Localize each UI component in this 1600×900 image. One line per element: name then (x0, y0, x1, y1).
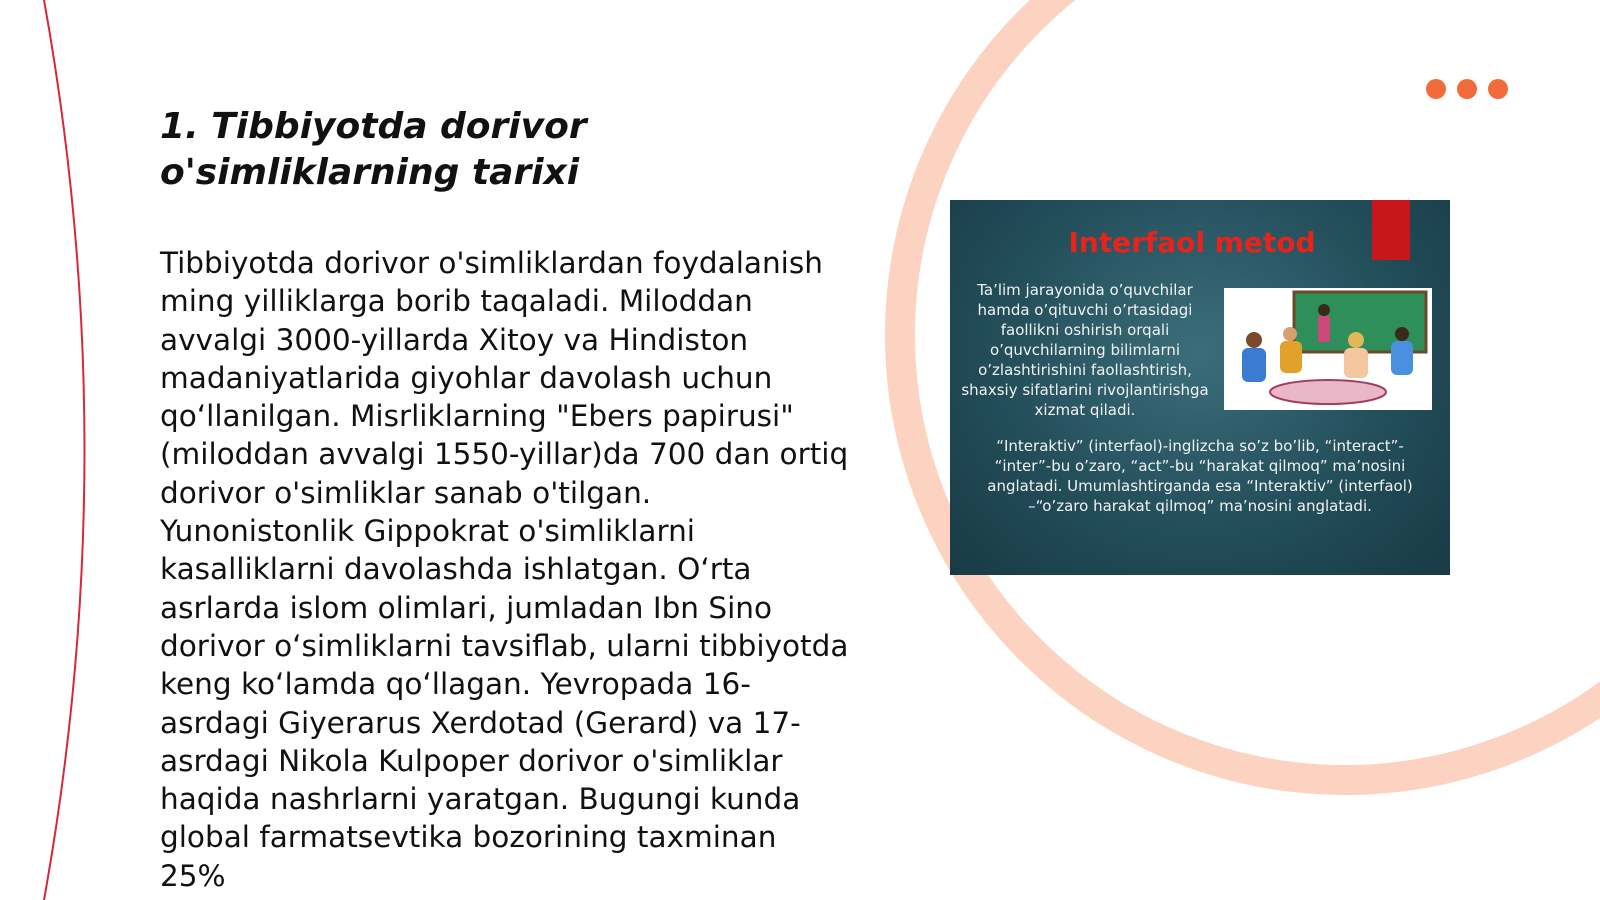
page-title: 1. Tibbiyotda dorivor o'simliklarning tarixi (160, 106, 587, 193)
body-paragraph: Tibbiyotda dorivor o'simliklardan foydalanish ming yilliklarga borib taqaladi. Miloddan avvalgi 3000-yillarda Xitoy va Hindiston madaniyatlarida giyohlar davolash uchun qo‘llanilgan. Misrliklarning "Ebers papirusi" (miloddan avvalgi 1550-yillar)da 700 dan ortiq dorivor o'simliklar sanab o'tilgan. Yunonistonlik Gippokrat o'simliklarni kasalliklarni davolashda ishlatgan. O‘rta asrlarda islom olimlari, jumladan Ibn Sino dorivor o‘simliklarni tavsiflab, ularni tibbiyotda keng ko‘lamda qo‘llagan. Yevropada 16-asrdagi Giyerarus Xerdotad (Gerard) va 17-asrdagi Nikola Kulpoper dorivor o'simliklar haqida nashrlarni yaratgan. Bugungi kunda global farmatsevtika bozorining taxminan 25% (160, 246, 849, 893)
slide-definition-text: Ta’lim jarayonida o’quvchilar hamda o’qituvchi o’rtasidagi faollikni oshirish orqali o’quvchilarning bilimlarni o’zlashtirishini faollashtirish, shaxsiy sifatlarini rivojlantirishga xizmat qiladi. (961, 281, 1209, 419)
dot (1426, 79, 1446, 99)
dot (1457, 79, 1477, 99)
dot (1488, 79, 1508, 99)
more-dots-icon (1426, 79, 1508, 99)
left-accent-curve (44, 0, 85, 900)
slide-title: Interfaol metod (1068, 226, 1316, 259)
slide-etymology-text: “Interaktiv” (interfaol)-inglizcha so’z bo’lib, “interact”- “inter”-bu o’zaro, “act”-bu “harakat qilmoq” ma’nosini anglatadi. Umumlashtirganda esa “Interaktiv” (interfaol) –“o’zaro harakat qilmoq” ma’nosini anglatadi. (987, 437, 1413, 515)
classroom-illustration (1224, 288, 1432, 410)
embedded-slide-image (950, 200, 1450, 575)
